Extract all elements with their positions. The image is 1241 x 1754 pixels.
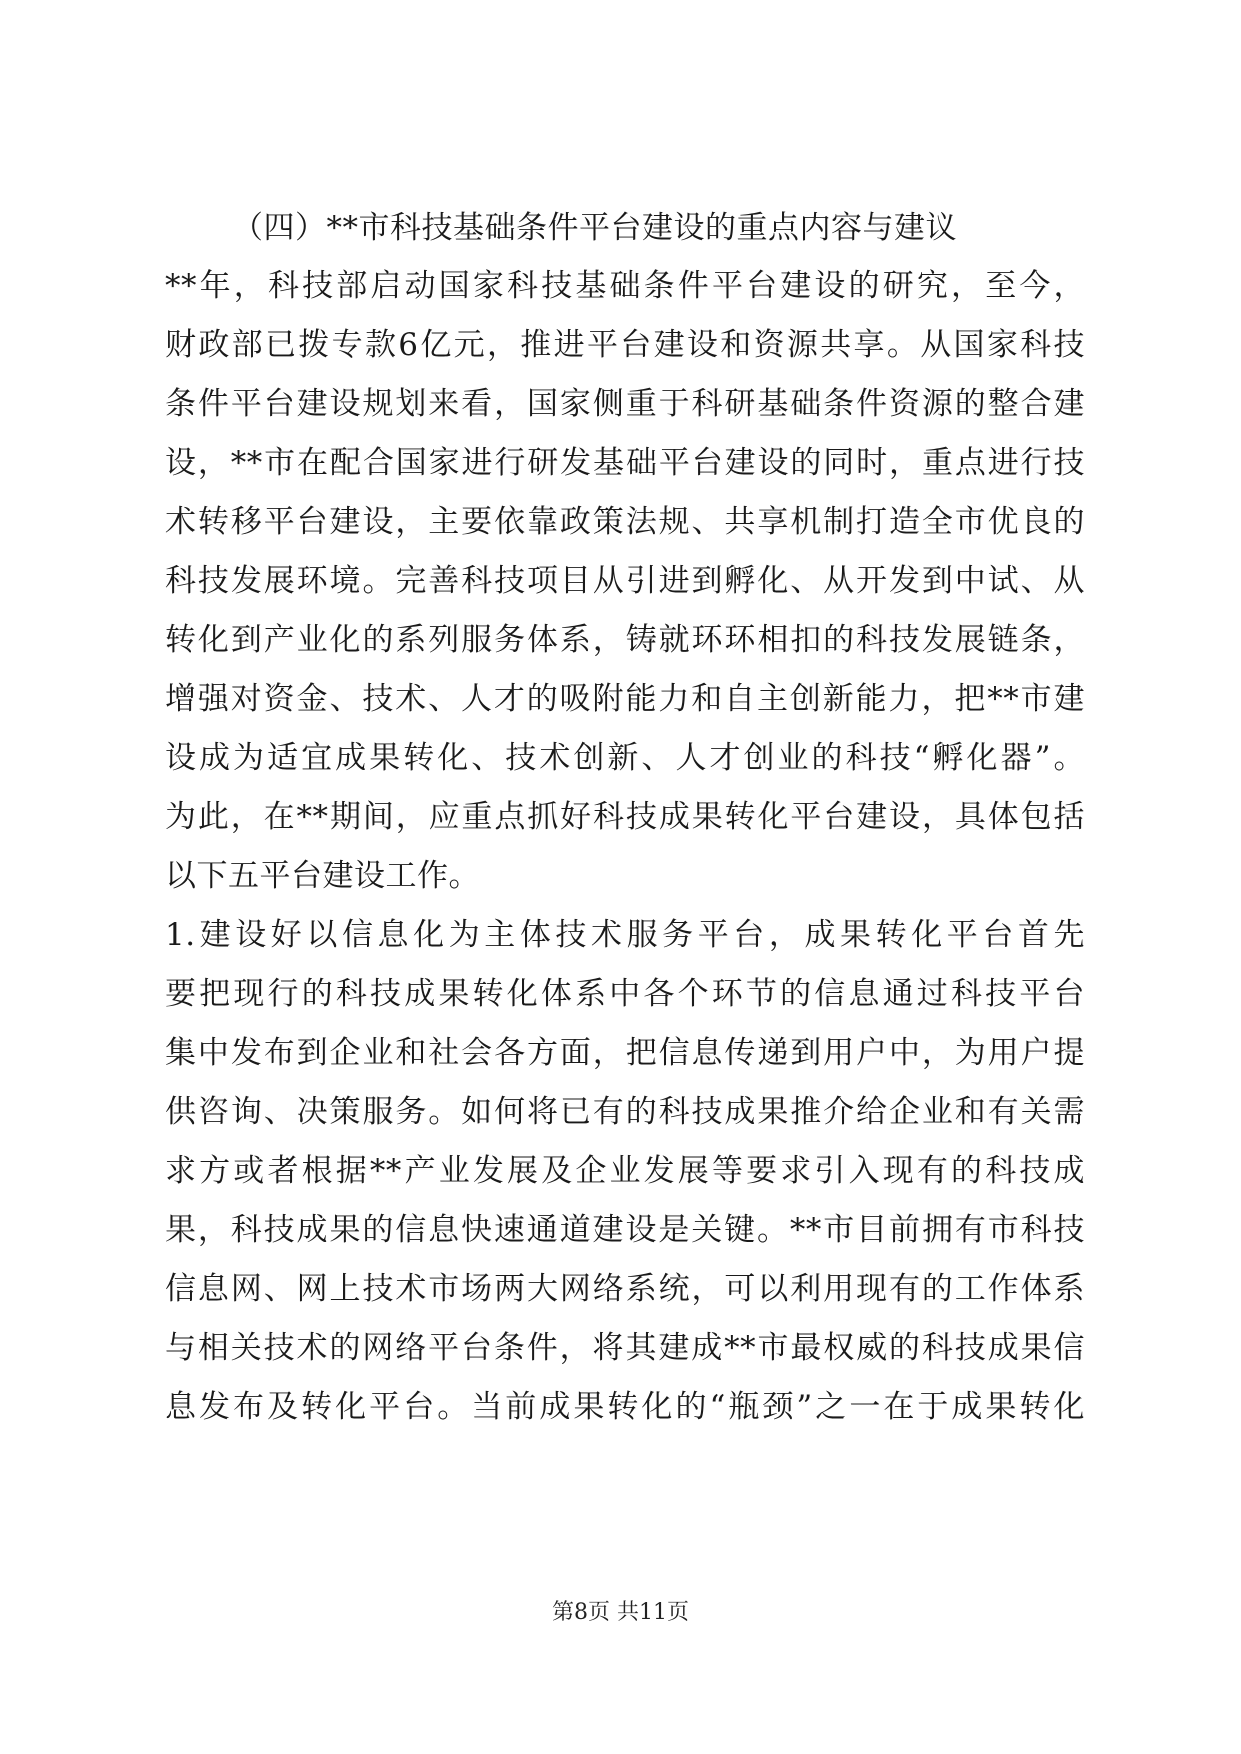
paragraph-2-line-1: 1.建设好以信息化为主体技术服务平台，成果转化平台首先 <box>165 917 1085 953</box>
paragraph-1-line-4: 设，**市在配合国家进行研发基础平台建设的同时，重点进行技 <box>165 445 1085 481</box>
paragraph-2-line-2: 要把现行的科技成果转化体系中各个环节的信息通过科技平台 <box>165 976 1085 1012</box>
paragraph-1-line-11: 以下五平台建设工作。 <box>165 858 480 894</box>
paragraph-2-line-4: 供咨询、决策服务。如何将已有的科技成果推介给企业和有关需 <box>165 1094 1085 1130</box>
paragraph-2-line-9: 息发布及转化平台。当前成果转化的“瓶颈”之一在于成果转化 <box>165 1389 1085 1425</box>
paragraph-2-line-8: 与相关技术的网络平台条件，将其建成**市最权威的科技成果信 <box>165 1330 1085 1366</box>
paragraph-2-line-5: 求方或者根据**产业发展及企业发展等要求引入现有的科技成 <box>165 1153 1085 1189</box>
paragraph-1-line-5: 术转移平台建设，主要依靠政策法规、共享机制打造全市优良的 <box>165 504 1085 540</box>
paragraph-2-line-7: 信息网、网上技术市场两大网络系统，可以利用现有的工作体系 <box>165 1271 1085 1307</box>
paragraph-2-line-6: 果，科技成果的信息快速通道建设是关键。**市目前拥有市科技 <box>165 1212 1085 1248</box>
paragraph-2-line-3: 集中发布到企业和社会各方面，把信息传递到用户中，为用户提 <box>165 1035 1085 1071</box>
paragraph-1-line-1: **年，科技部启动国家科技基础条件平台建设的研究，至今， <box>165 268 1085 304</box>
paragraph-1-line-10: 为此，在**期间，应重点抓好科技成果转化平台建设，具体包括 <box>165 799 1085 835</box>
page-number-footer: 第8页 共11页 <box>552 1600 689 1625</box>
paragraph-1-line-2: 财政部已拨专款6亿元，推进平台建设和资源共享。从国家科技 <box>165 327 1085 363</box>
paragraph-1-line-3: 条件平台建设规划来看，国家侧重于科研基础条件资源的整合建 <box>165 386 1085 422</box>
paragraph-1-line-8: 增强对资金、技术、人才的吸附能力和自主创新能力，把**市建 <box>165 681 1085 717</box>
paragraph-1-line-6: 科技发展环境。完善科技项目从引进到孵化、从开发到中试、从 <box>165 563 1085 599</box>
section-heading: （四）**市科技基础条件平台建设的重点内容与建议 <box>232 210 957 246</box>
paragraph-1-line-9: 设成为适宜成果转化、技术创新、人才创业的科技“孵化器”。 <box>165 740 1085 776</box>
paragraph-1-line-7: 转化到产业化的系列服务体系，铸就环环相扣的科技发展链条， <box>165 622 1085 658</box>
